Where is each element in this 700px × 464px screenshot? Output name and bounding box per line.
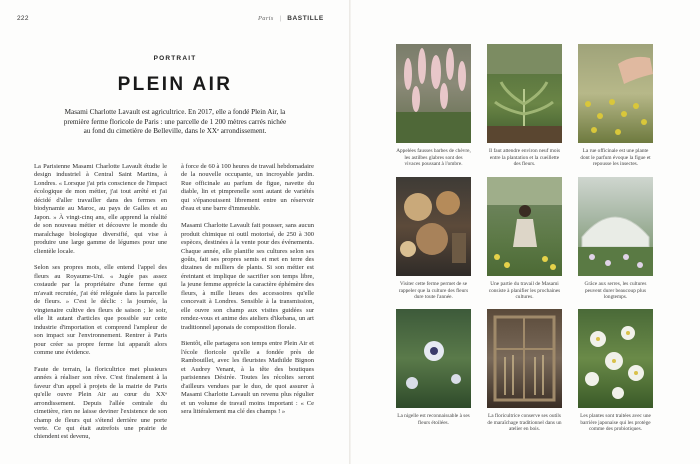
article-kicker: PORTRAIT (153, 55, 197, 62)
running-header-section: BASTILLE (287, 15, 324, 22)
hand-rue-photo (578, 44, 653, 143)
photo-caption: Grâce aux serres, les cultures peuvent durer beaucoup plus longtemps. (584, 281, 647, 301)
photo-caption: Une partie du travail de Masami consiste à planifier les prochaines cultures. (488, 281, 561, 301)
paragraph: à force de 60 à 100 heures de travail hebdomadaire de la nouvelle occupante, un incroyable jardin. Rue officinale au parfum de figue, navette du diable, lin et pimprenelle sont autant de variétés qui s'épanouissent librement entre un réservoir d'eau et une barre d'immeuble. (181, 163, 314, 213)
article-intro: Masami Charlotte Lavault est agricultrice. En 2017, elle a fondé Plein Air, la première ferme floricole de Paris : une parcelle de 1 200 mètres carrés nichée au fond du cimetière de Belleville, dans le XXᵉ arrondissement. (63, 108, 287, 136)
article-title: PLEIN AIR (117, 74, 233, 95)
gallery-item (578, 44, 653, 168)
photo-caption: La nigelle est reconnaissable à ses fleurs étoilées. (397, 413, 470, 426)
gardener-photo (487, 177, 562, 276)
paragraph: Selon ses propres mots, elle entend l'appel des fleurs au Royaume-Uni. « Jugée pas assez costaude par la propriétaire d'une ferme qui m'avait recrutée, j'ai été reléguée dans la parcelle de fleurs. » C'est le déclic : la journée, la vingtenaire cultive des fleurs de saison ; le soir, elle lit autant d'articles que possible sur cette industrie d'importation et comprend l'ampleur de son impact sur l'environnement. Rentrer à Paris pour créer sa propre ferme lui apparaît alors comme une évidence. (34, 264, 167, 356)
running-header (258, 15, 324, 22)
gallery-item (487, 44, 562, 168)
gallery-item (396, 177, 471, 301)
greenhouse-photo (578, 177, 653, 276)
nigella-photo (396, 309, 471, 408)
photo-caption: Il faut attendre environ neuf mois entre la plantation et la cueillette des fleurs. (488, 148, 561, 168)
page-gutter (349, 0, 351, 464)
header-separator: | (279, 15, 282, 22)
running-header-place: Paris (258, 15, 274, 22)
white-flowers-photo (578, 309, 653, 408)
photo-caption: Les plantes sont traitées avec une barrière japonaise qui les protège comme des probiotiques. (580, 413, 651, 433)
paragraph: Faute de terrain, la floricultrice met plusieurs années à réaliser son rêve. C'est finalement à la faveur d'un appel à projets de la mairie de Paris qu'elle ouvre Plein Air au cœur du XXᵉ arrondissement. Depuis l'allée centrale du cimetière, rien ne laisse deviner l'existence de son champ de fleurs qui s'étend derrière une porte verte. Ce qui était autrefois une prairie de chiendent est devenu, (34, 365, 167, 441)
page-number: 222 (17, 15, 29, 22)
photo-caption: Appelées fausses barbes de chèvre, les astilbes glabres sont des vivaces poussant à l'ombre. (396, 148, 471, 168)
dried-flowers-photo (396, 177, 471, 276)
gallery-item (487, 309, 562, 433)
photo-caption: La rue officinale est une plante dont le parfum évoque la figue et repousse les insectes. (580, 148, 651, 168)
paragraph: Bientôt, elle partagera son temps entre Plein Air et l'école floricole qu'elle a fondée près de Rambouillet, avec les fleuristes Mathilde Bignon et Audrey Venant, à la tête des boutiques parisiennes Désirée. Toutes les récoltes seront d'ailleurs vendues par le duo, de quoi assurer à Masami Charlotte Lavault un revenu plus régulier et un volume de travail moins important : « Ce sera littéralement ma clé des champs ! » (181, 340, 314, 416)
gallery-item (578, 309, 653, 433)
gallery-item (396, 44, 471, 168)
flower-spikes-photo (396, 44, 471, 143)
tool-shed-photo (487, 309, 562, 408)
paragraph: La Parisienne Masami Charlotte Lavault étudie le design industriel à Central Saint Martins, à Londres. « Lorsque j'ai pris conscience de l'impact écologique de mon métier, j'ai tout arrêté et j'ai décidé d'aller travailler dans des fermes en biodynamie au Maroc, au pays de Galles et au Japon. » À vingt-cinq ans, elle apprend la réalité de son nouveau métier et découvre le monde du maraîchage biologique diversifié, qui vise à produire une large gamme de légumes pour une clientèle locale. (34, 163, 167, 255)
paragraph: Masami Charlotte Lavault fait pousser, sans aucun produit chimique ni outil motorisé, de 250 à 300 espèces, destinées à la vente pour des événements. Chaque année, elle planifie ses cultures selon ses goûts, fait ses propres semis et met en terre des dizaines de milliers de plants. Si son métier est éreintant et implique de sacrifier son temps libre, la jeune femme apprécie la caractère éphémère des fleurs, à mille lieues des accessoires qu'elle concevait à Londres. Sensible à la transmission, elle ouvre son champ aux visites guidées sur rendez-vous et anime des ateliers d'ikebana, un art traditionnel japonais de composition florale. (181, 222, 314, 331)
photo-caption: La floricultrice conserve ses outils de maraîchage traditionnel dans un atelier en bois. (487, 413, 562, 433)
seedlings-photo (487, 44, 562, 143)
gallery-item (487, 177, 562, 301)
body-column-2 (181, 163, 314, 425)
gallery-item (578, 177, 653, 301)
body-column-1 (34, 163, 167, 450)
gallery-item (396, 309, 471, 426)
photo-caption: Visiter cette ferme permet de se rappeler que la culture des fleurs dure toute l'année. (398, 281, 469, 301)
